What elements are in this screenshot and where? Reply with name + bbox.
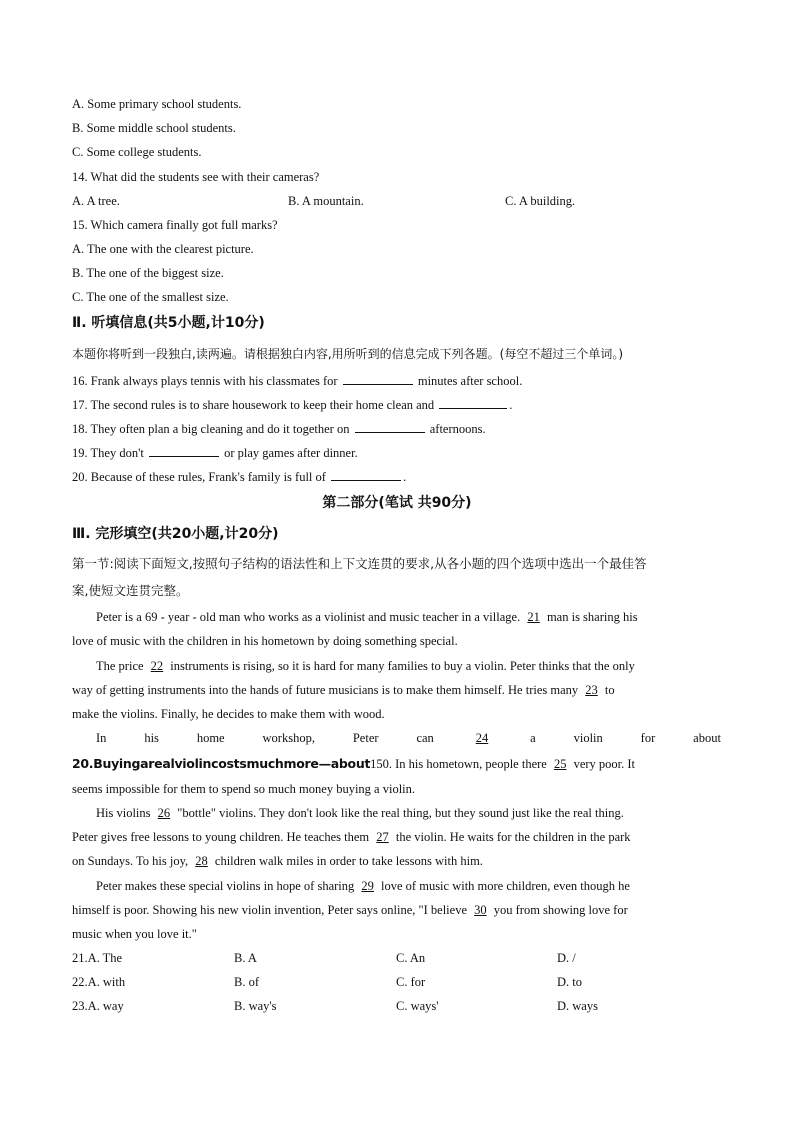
passage-p2-line2 (72, 682, 615, 698)
q15-question: 15. Which camera finally got full marks? (72, 218, 278, 232)
q22-option-b[interactable]: B. of (234, 975, 259, 989)
q13-option-b: B. Some middle school students. (72, 121, 236, 135)
q14-question: 14. What did the students see with their cameras? (72, 170, 320, 184)
blank-23: 23 (585, 683, 598, 697)
blank-21: 21 (527, 610, 540, 624)
blank-26: 26 (157, 806, 171, 820)
q16 (72, 372, 522, 389)
q23-option-b[interactable]: B. way's (234, 999, 277, 1013)
passage-p5-line2 (72, 902, 628, 918)
passage-text: Peter is a 69 - year - old man who works as a violinist and music teacher in a village. (96, 610, 521, 624)
q16-answer-blank[interactable] (343, 372, 413, 385)
part2-title: 第二部分(笔试 共90分) (322, 495, 472, 511)
q23-option-a[interactable]: 23.A. way (72, 999, 124, 1013)
section3-heading: Ⅲ. 完形填空(共20小题,计20分) (72, 526, 279, 542)
passage-p3-line3: seems impossible for them to spend so much money buying a violin. (72, 782, 416, 796)
passage-text: himself is poor. Showing his new violin invention, Peter says online, "I believe (72, 903, 467, 917)
passage-word: home (196, 731, 225, 745)
passage-word: violin (573, 731, 603, 745)
passage-p3-line2 (72, 756, 635, 772)
q21-option-d[interactable]: D. / (557, 951, 576, 965)
passage-text: Peter gives free lessons to young children. He teaches them (72, 830, 370, 844)
q21-option-b[interactable]: B. A (234, 951, 257, 965)
passage-p2-line1 (96, 658, 635, 674)
passage-text: you from showing love for (493, 903, 628, 917)
passage-word: for (640, 731, 656, 745)
q18 (72, 420, 486, 437)
q20 (72, 468, 406, 485)
q16-text-end: minutes after school. (417, 374, 523, 388)
section2-heading: Ⅱ. 听填信息(共5小题,计10分) (72, 315, 265, 331)
passage-p1-line1 (96, 609, 638, 625)
passage-bold-fragment: 20.Buyingarealviolincostsmuchmore—about (72, 756, 371, 771)
passage-word: workshop, (262, 731, 315, 745)
blank-29: 29 (361, 879, 374, 893)
passage-word: a (530, 731, 536, 745)
blank-27: 27 (376, 830, 389, 844)
passage-text: to (604, 683, 615, 697)
q18-answer-blank[interactable] (355, 420, 425, 433)
passage-p4-line2 (72, 829, 631, 845)
passage-text: 150. In his hometown, people there (370, 757, 547, 771)
q15-option-a: A. The one with the clearest picture. (72, 242, 254, 256)
passage-text: man is sharing his (546, 610, 638, 624)
section2-instruction: 本题你将听到一段独白,读两遍。请根据独白内容,用所听到的信息完成下列各题。(每空不超过三个单词。) (72, 347, 623, 361)
q22-option-d[interactable]: D. to (557, 975, 582, 989)
passage-text: love of music with more children, even though he (381, 879, 630, 893)
q14-option-b: B. A mountain. (288, 194, 364, 208)
q16-text-start: 16. Frank always plays tennis with his classmates for (72, 374, 338, 388)
passage-p3-line1 (96, 730, 721, 746)
q20-text-start: 20. Because of these rules, Frank's family is full of (72, 470, 326, 484)
q15-option-b: B. The one of the biggest size. (72, 266, 224, 280)
passage-word: can (416, 731, 434, 745)
q13-option-a: A. Some primary school students. (72, 97, 242, 111)
passage-text: His violins (96, 806, 151, 820)
q13-option-c: C. Some college students. (72, 145, 202, 159)
q14-option-c: C. A building. (505, 194, 576, 208)
q19 (72, 444, 358, 461)
passage-text: very poor. It (573, 757, 636, 771)
q20-answer-blank[interactable] (331, 468, 401, 481)
blank-25: 25 (553, 757, 567, 771)
q17-text-start: 17. The second rules is to share housework to keep their home clean and (72, 398, 435, 412)
q20-text-end: . (403, 470, 407, 484)
passage-text: "bottle" violins. They don't look like the real thing, but they sound just like the real thing. (177, 806, 624, 820)
passage-p4-line1 (96, 805, 624, 821)
passage-p5-line3: music when you love it." (72, 927, 197, 941)
passage-p1-line2: love of music with the children in his hometown by doing something special. (72, 634, 458, 648)
passage-word: In (96, 731, 107, 745)
passage-text: on Sundays. To his joy, (72, 854, 189, 868)
passage-word: Peter (352, 731, 379, 745)
passage-text: The price (96, 659, 144, 673)
passage-word: his (144, 731, 159, 745)
q19-answer-blank[interactable] (149, 444, 219, 457)
passage-p2-line3: make the violins. Finally, he decides to make them with wood. (72, 707, 385, 721)
passage-text: instruments is rising, so it is hard for many families to buy a violin. Peter thinks that the only (170, 659, 635, 673)
q19-text-end: or play games after dinner. (224, 446, 358, 460)
blank-30: 30 (474, 903, 487, 917)
q22-option-c[interactable]: C. for (396, 975, 426, 989)
passage-p4-line3 (72, 853, 483, 869)
q17-text-end: . (509, 398, 513, 412)
blank-28: 28 (195, 854, 208, 868)
q15-option-c: C. The one of the smallest size. (72, 290, 229, 304)
passage-p5-line1 (96, 878, 630, 894)
section3-instruction-line1: 第一节:阅读下面短文,按照句子结构的语法性和上下文连贯的要求,从各小题的四个选项中选出一个最佳答 (72, 556, 647, 571)
q23-option-d[interactable]: D. ways (557, 999, 598, 1013)
q18-text-end: afternoons. (429, 422, 486, 436)
section3-instruction-line2: 案,使短文连贯完整。 (72, 583, 189, 598)
q17 (72, 396, 512, 413)
passage-text: the violin. He waits for the children in the park (395, 830, 631, 844)
q19-text-start: 19. They don't (72, 446, 144, 460)
passage-text: way of getting instruments into the hands of future musicians is to make them himself. He tries many (72, 683, 579, 697)
passage-text: children walk miles in order to take lessons with him. (214, 854, 483, 868)
blank-22: 22 (150, 659, 164, 673)
q21-option-a[interactable]: 21.A. The (72, 951, 123, 965)
q17-answer-blank[interactable] (439, 396, 507, 409)
q22-option-a[interactable]: 22.A. with (72, 975, 126, 989)
q18-text-start: 18. They often plan a big cleaning and do it together on (72, 422, 350, 436)
q21-option-c[interactable]: C. An (396, 951, 426, 965)
passage-word: about (693, 731, 721, 745)
passage-text: Peter makes these special violins in hope of sharing (96, 879, 355, 893)
q23-option-c[interactable]: C. ways' (396, 999, 439, 1013)
q14-option-a: A. A tree. (72, 194, 120, 208)
blank-24: 24 (475, 731, 489, 745)
